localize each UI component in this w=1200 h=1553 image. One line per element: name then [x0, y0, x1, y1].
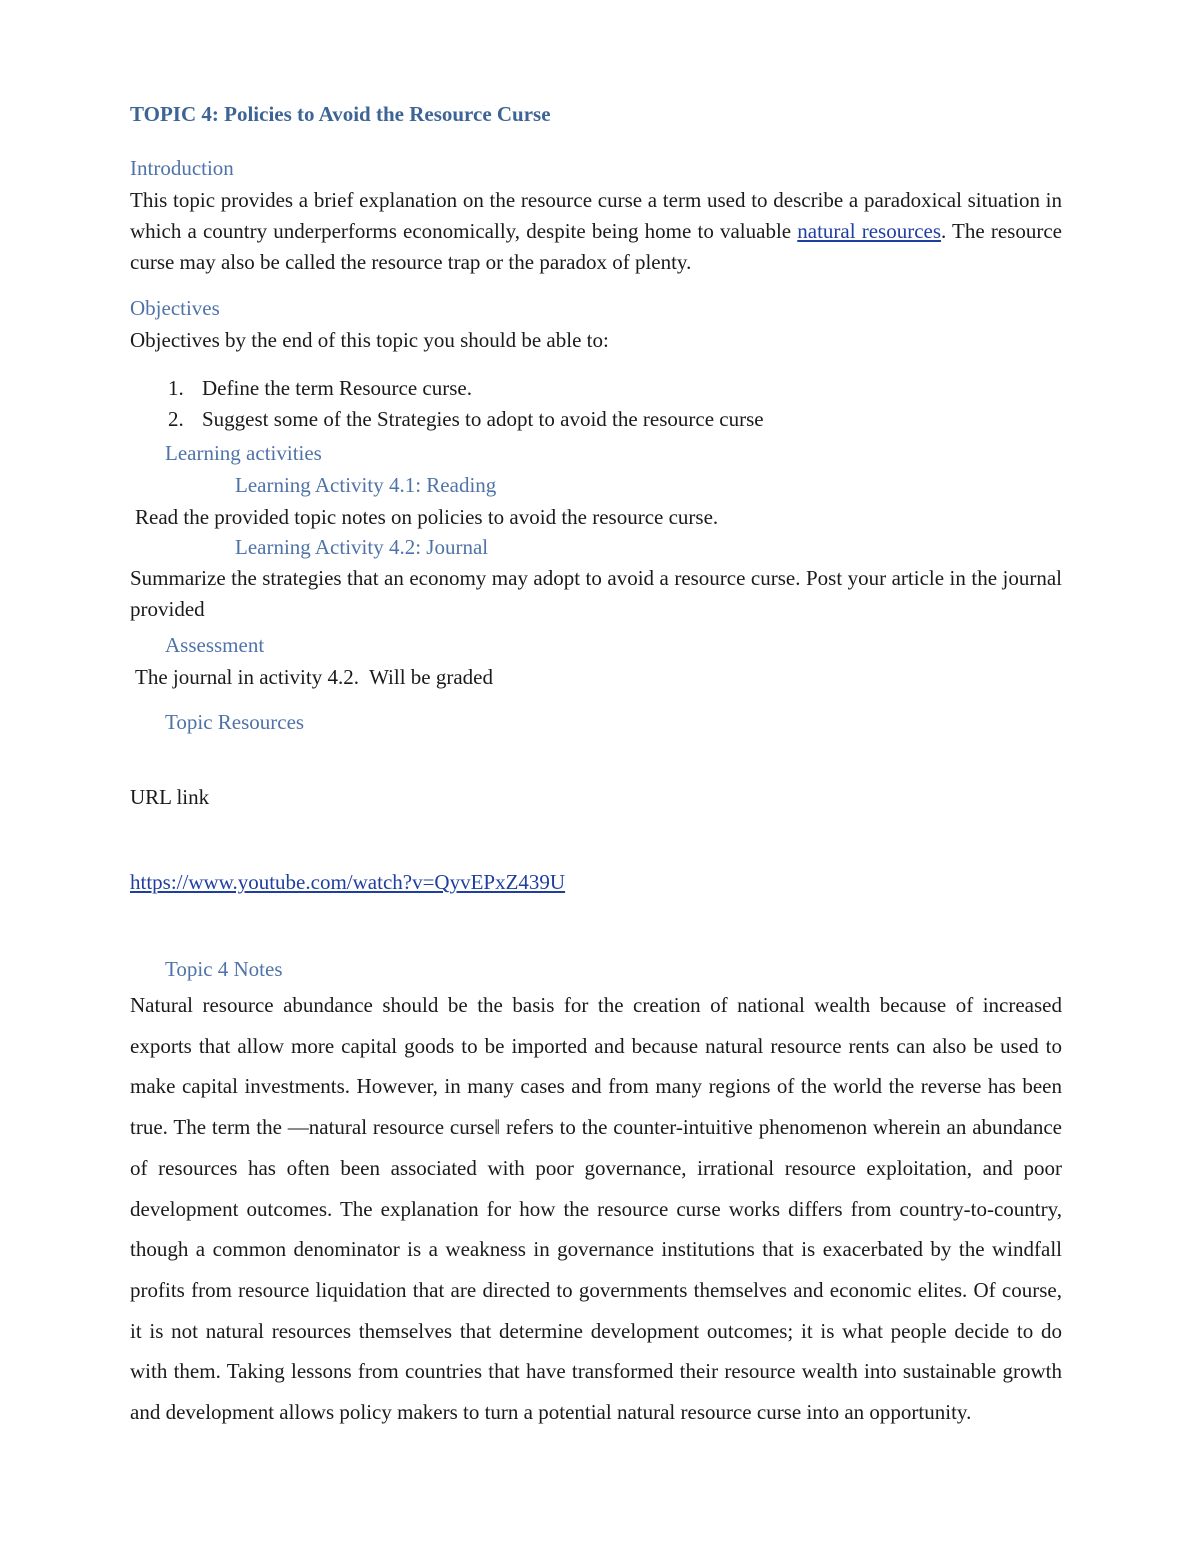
objective-text: Suggest some of the Strategies to adopt to avoid the resource curse [202, 407, 764, 431]
learning-activity-1-heading: Learning Activity 4.1: Reading [235, 473, 497, 497]
objectives-heading: Objectives [130, 296, 220, 320]
learning-activity-2-text: Summarize the strategies that an economy may adopt to avoid a resource curse. Post your article in the journal provided [130, 566, 1062, 621]
youtube-url-link[interactable] [130, 870, 565, 895]
objective-number: 1. [168, 376, 184, 400]
topic-resources-heading: Topic Resources [165, 710, 305, 734]
topic-notes-text: Natural resource abundance should be the basis for the creation of national wealth because of increased exports that allow more capital goods to be imported and because natural resource rents can also be used to make capital investments. However, in many cases and from many regions of the world the reverse has been true. The term the —natural resource curse‖ refers to the counter-intuitive phenomenon wherein an abundance of resources has often been associated with poor governance, irrational resource exploitation, and poor development outcomes. The explanation for how the resource curse works differs from country-to-country, though a common denominator is a weakness in governance institutions that is exacerbated by the windfall profits from resource liquidation that are directed to governments themselves and economic elites. Of course, it is not natural resources themselves that determine development outcomes; it is what people decide to do with them. Taking lessons from countries that have transformed their resource wealth into sustainable growth and development allows policy makers to turn a potential natural resource curse into an opportunity. [130, 993, 1062, 1425]
assessment-text: The journal in activity 4.2. Will be graded [135, 665, 494, 689]
learning-activity-1-text: Read the provided topic notes on policies to avoid the resource curse. [135, 505, 719, 529]
natural-resources-link[interactable]: natural resources [797, 219, 942, 243]
objective-text: Define the term Resource curse. [202, 376, 472, 400]
objective-item-2 [130, 407, 764, 432]
learning-activity-2-heading: Learning Activity 4.2: Journal [235, 535, 489, 559]
introduction-text [130, 185, 1062, 278]
objective-number: 2. [168, 407, 184, 431]
topic-notes-heading: Topic 4 Notes [165, 957, 283, 981]
learning-activities-heading: Learning activities [165, 441, 322, 465]
introduction-heading: Introduction [130, 156, 234, 180]
page-title: TOPIC 4: Policies to Avoid the Resource Curse [130, 102, 551, 126]
introduction-text-part2: . The resource curse may also be called the resource trap or the paradox of plenty. [130, 219, 1062, 274]
assessment-heading: Assessment [165, 633, 265, 657]
youtube-url[interactable]: https://www.youtube.com/watch?v=QyvEPxZ439U [130, 870, 566, 894]
introduction-text-part1: This topic provides a brief explanation on the resource curse a term used to describe a paradoxical situation in which a country underperforms economically, despite being home to valuable [130, 188, 1062, 243]
url-label: URL link [130, 785, 210, 809]
objective-item-1 [130, 376, 472, 401]
objectives-lead: Objectives by the end of this topic you should be able to: [130, 328, 609, 352]
